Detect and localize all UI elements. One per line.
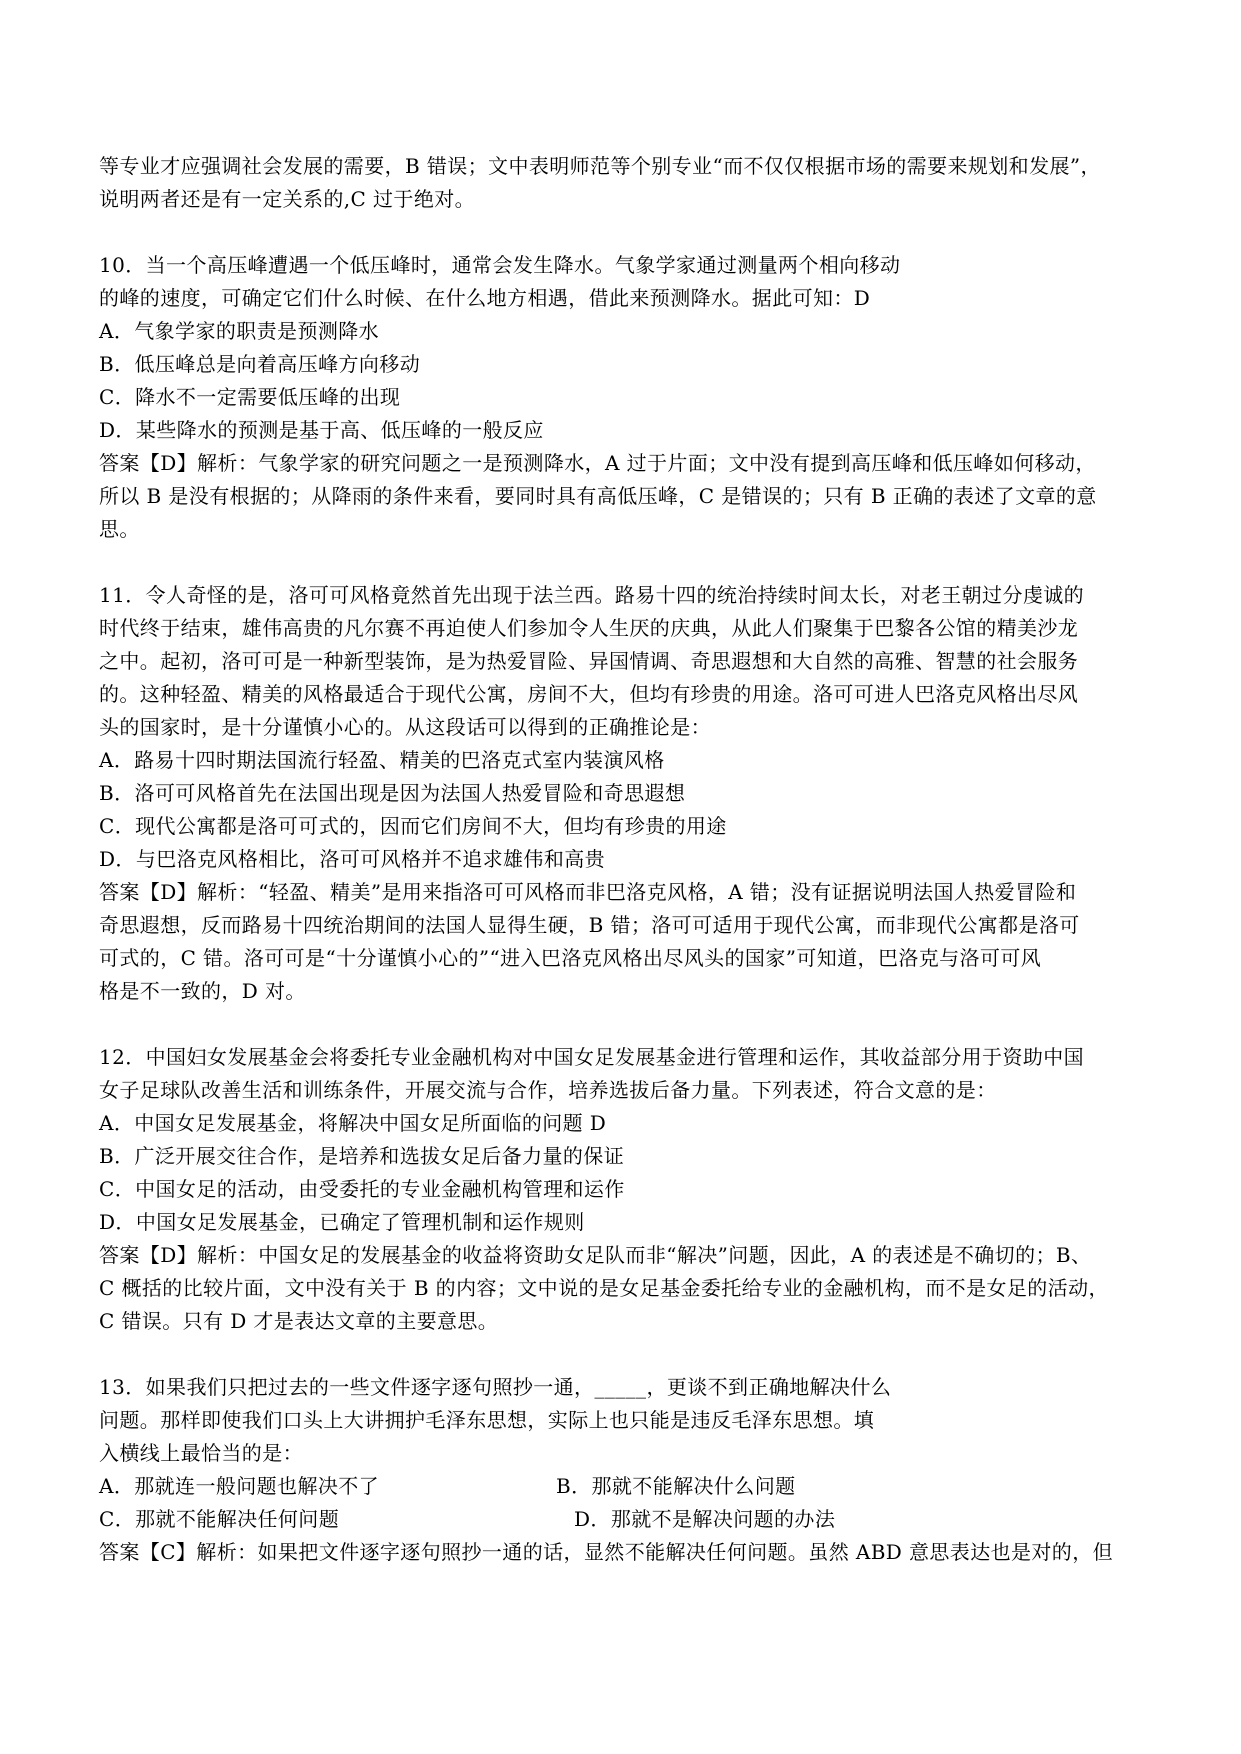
question-10: [99, 249, 1149, 546]
question-12: [99, 1041, 1149, 1338]
question-stem-line: 女子足球队改善生活和训练条件，开展交流与合作，培养选拔后备力量。下列表述，符合文意的是：: [99, 1078, 997, 1102]
option-a: A．路易十四时期法国流行轻盈、精美的巴洛克式室内装演风格: [99, 748, 665, 772]
option-a: A．那就连一般问题也解决不了: [99, 1474, 380, 1498]
option-d: D．与巴洛克风格相比，洛可可风格并不追求雄伟和高贵: [99, 847, 606, 871]
answer-line: C 概括的比较片面，文中没有关于 B 的内容；文中说的是女足基金委托给专业的金融机构，而不是女足的活动，: [99, 1276, 1109, 1300]
answer-line: 奇思遐想，反而路易十四统治期间的法国人显得生硬，B 错；洛可可适用于现代公寓，而非现代公寓都是洛可: [99, 913, 1080, 937]
answer-line: 答案【D】解析：“轻盈、精美”是用来指洛可可风格而非巴洛克风格，A 错；没有证据说明法国人热爱冒险和: [99, 880, 1077, 904]
question-stem-line: 的峰的速度，可确定它们什么时候、在什么地方相遇，借此来预测降水。据此可知：D: [99, 286, 871, 310]
question-stem-line: 的。这种轻盈、精美的风格最适合于现代公寓，房间不大，但均有珍贵的用途。洛可可进人巴洛克风格出尽风: [99, 682, 1079, 706]
option-c: C．中国女足的活动，由受委托的专业金融机构管理和运作: [99, 1177, 625, 1201]
option-c: C．现代公寓都是洛可可式的，因而它们房间不大，但均有珍贵的用途: [99, 814, 727, 838]
question-stem-line: 之中。起初，洛可可是一种新型装饰，是为热爱冒险、异国情调、奇思遐想和大自然的高雅、智慧的社会服务: [99, 649, 1079, 673]
question-stem-line: 13．如果我们只把过去的一些文件逐字逐句照抄一通，_____，更谈不到正确地解决什么: [99, 1375, 892, 1399]
option-b: B．那就不能解决什么问题: [556, 1474, 796, 1498]
question-stem-line: 时代终于结束，雄伟高贵的凡尔赛不再迫使人们参加令人生厌的庆典，从此人们聚集于巴黎各公馆的精美沙龙: [99, 616, 1079, 640]
option-b: B．洛可可风格首先在法国出现是因为法国人热爱冒险和奇思遐想: [99, 781, 686, 805]
answer-line: 思。: [99, 517, 140, 541]
option-b: B．低压峰总是向着高压峰方向移动: [99, 352, 421, 376]
option-c: C．那就不能解决任何问题: [99, 1507, 340, 1531]
options-row-cd: [99, 1503, 1149, 1536]
question-13: [99, 1371, 1149, 1569]
option-b: B．广泛开展交往合作，是培养和选拔女足后备力量的保证: [99, 1144, 625, 1168]
options-row-ab: [99, 1470, 1149, 1503]
question-stem-line: 问题。那样即使我们口头上大讲拥护毛泽东思想，实际上也只能是违反毛泽东思想。填: [99, 1408, 875, 1432]
answer-line: 答案【D】解析：气象学家的研究问题之一是预测降水，A 过于片面；文中没有提到高压峰和低压峰如何移动，: [99, 451, 1096, 475]
option-a: A．中国女足发展基金，将解决中国女足所面临的问题 D: [99, 1111, 607, 1135]
answer-line: C 错误。只有 D 才是表达文章的主要意思。: [99, 1309, 499, 1333]
text-line: 等专业才应强调社会发展的需要，B 错误；文中表明师范等个别专业“而不仅仅根据市场的需要来规划和发展”，: [99, 154, 1101, 178]
option-d: D．某些降水的预测是基于高、低压峰的一般反应: [99, 418, 544, 442]
answer-line: 可式的，C 错。洛可可是“十分谨慎小心的”“进入巴洛克风格出尽风头的国家”可知道，巴洛克与洛可可风: [99, 946, 1042, 970]
option-c: C．降水不一定需要低压峰的出现: [99, 385, 401, 409]
answer-line: 格是不一致的，D 对。: [99, 979, 306, 1003]
question-stem-line: 12．中国妇女发展基金会将委托专业金融机构对中国女足发展基金进行管理和运作，其收益部分用于资助中国: [99, 1045, 1085, 1069]
question-stem-line: 11．令人奇怪的是，洛可可风格竟然首先出现于法兰西。路易十四的统治持续时间太长，对老王朝过分虔诚的: [99, 583, 1085, 607]
answer-line: 答案【D】解析：中国女足的发展基金的收益将资助女足队而非“解决”问题，因此，A 的表述是不确切的；B、: [99, 1243, 1092, 1267]
option-a: A．气象学家的职责是预测降水: [99, 319, 380, 343]
document-body: [99, 150, 1149, 1569]
question-stem-line: 入横线上最恰当的是：: [99, 1441, 303, 1465]
answer-line: 答案【C】解析：如果把文件逐字逐句照抄一通的话，显然不能解决任何问题。虽然 ABD 意思表达也是对的，但: [99, 1540, 1113, 1564]
text-line: 说明两者还是有一定关系的,C 过于绝对。: [99, 187, 476, 211]
question-stem-line: 头的国家时，是十分谨慎小心的。从这段话可以得到的正确推论是：: [99, 715, 711, 739]
question-11: [99, 579, 1149, 1008]
option-d: D．那就不是解决问题的办法: [574, 1507, 836, 1531]
option-d: D．中国女足发展基金，已确定了管理机制和运作规则: [99, 1210, 585, 1234]
question-stem-line: 10．当一个高压峰遭遇一个低压峰时，通常会发生降水。气象学家通过测量两个相向移动: [99, 253, 901, 277]
intro-paragraph: [99, 150, 1149, 216]
answer-line: 所以 B 是没有根据的；从降雨的条件来看，要同时具有高低压峰，C 是错误的；只有 B 正确的表述了文章的意: [99, 484, 1097, 508]
